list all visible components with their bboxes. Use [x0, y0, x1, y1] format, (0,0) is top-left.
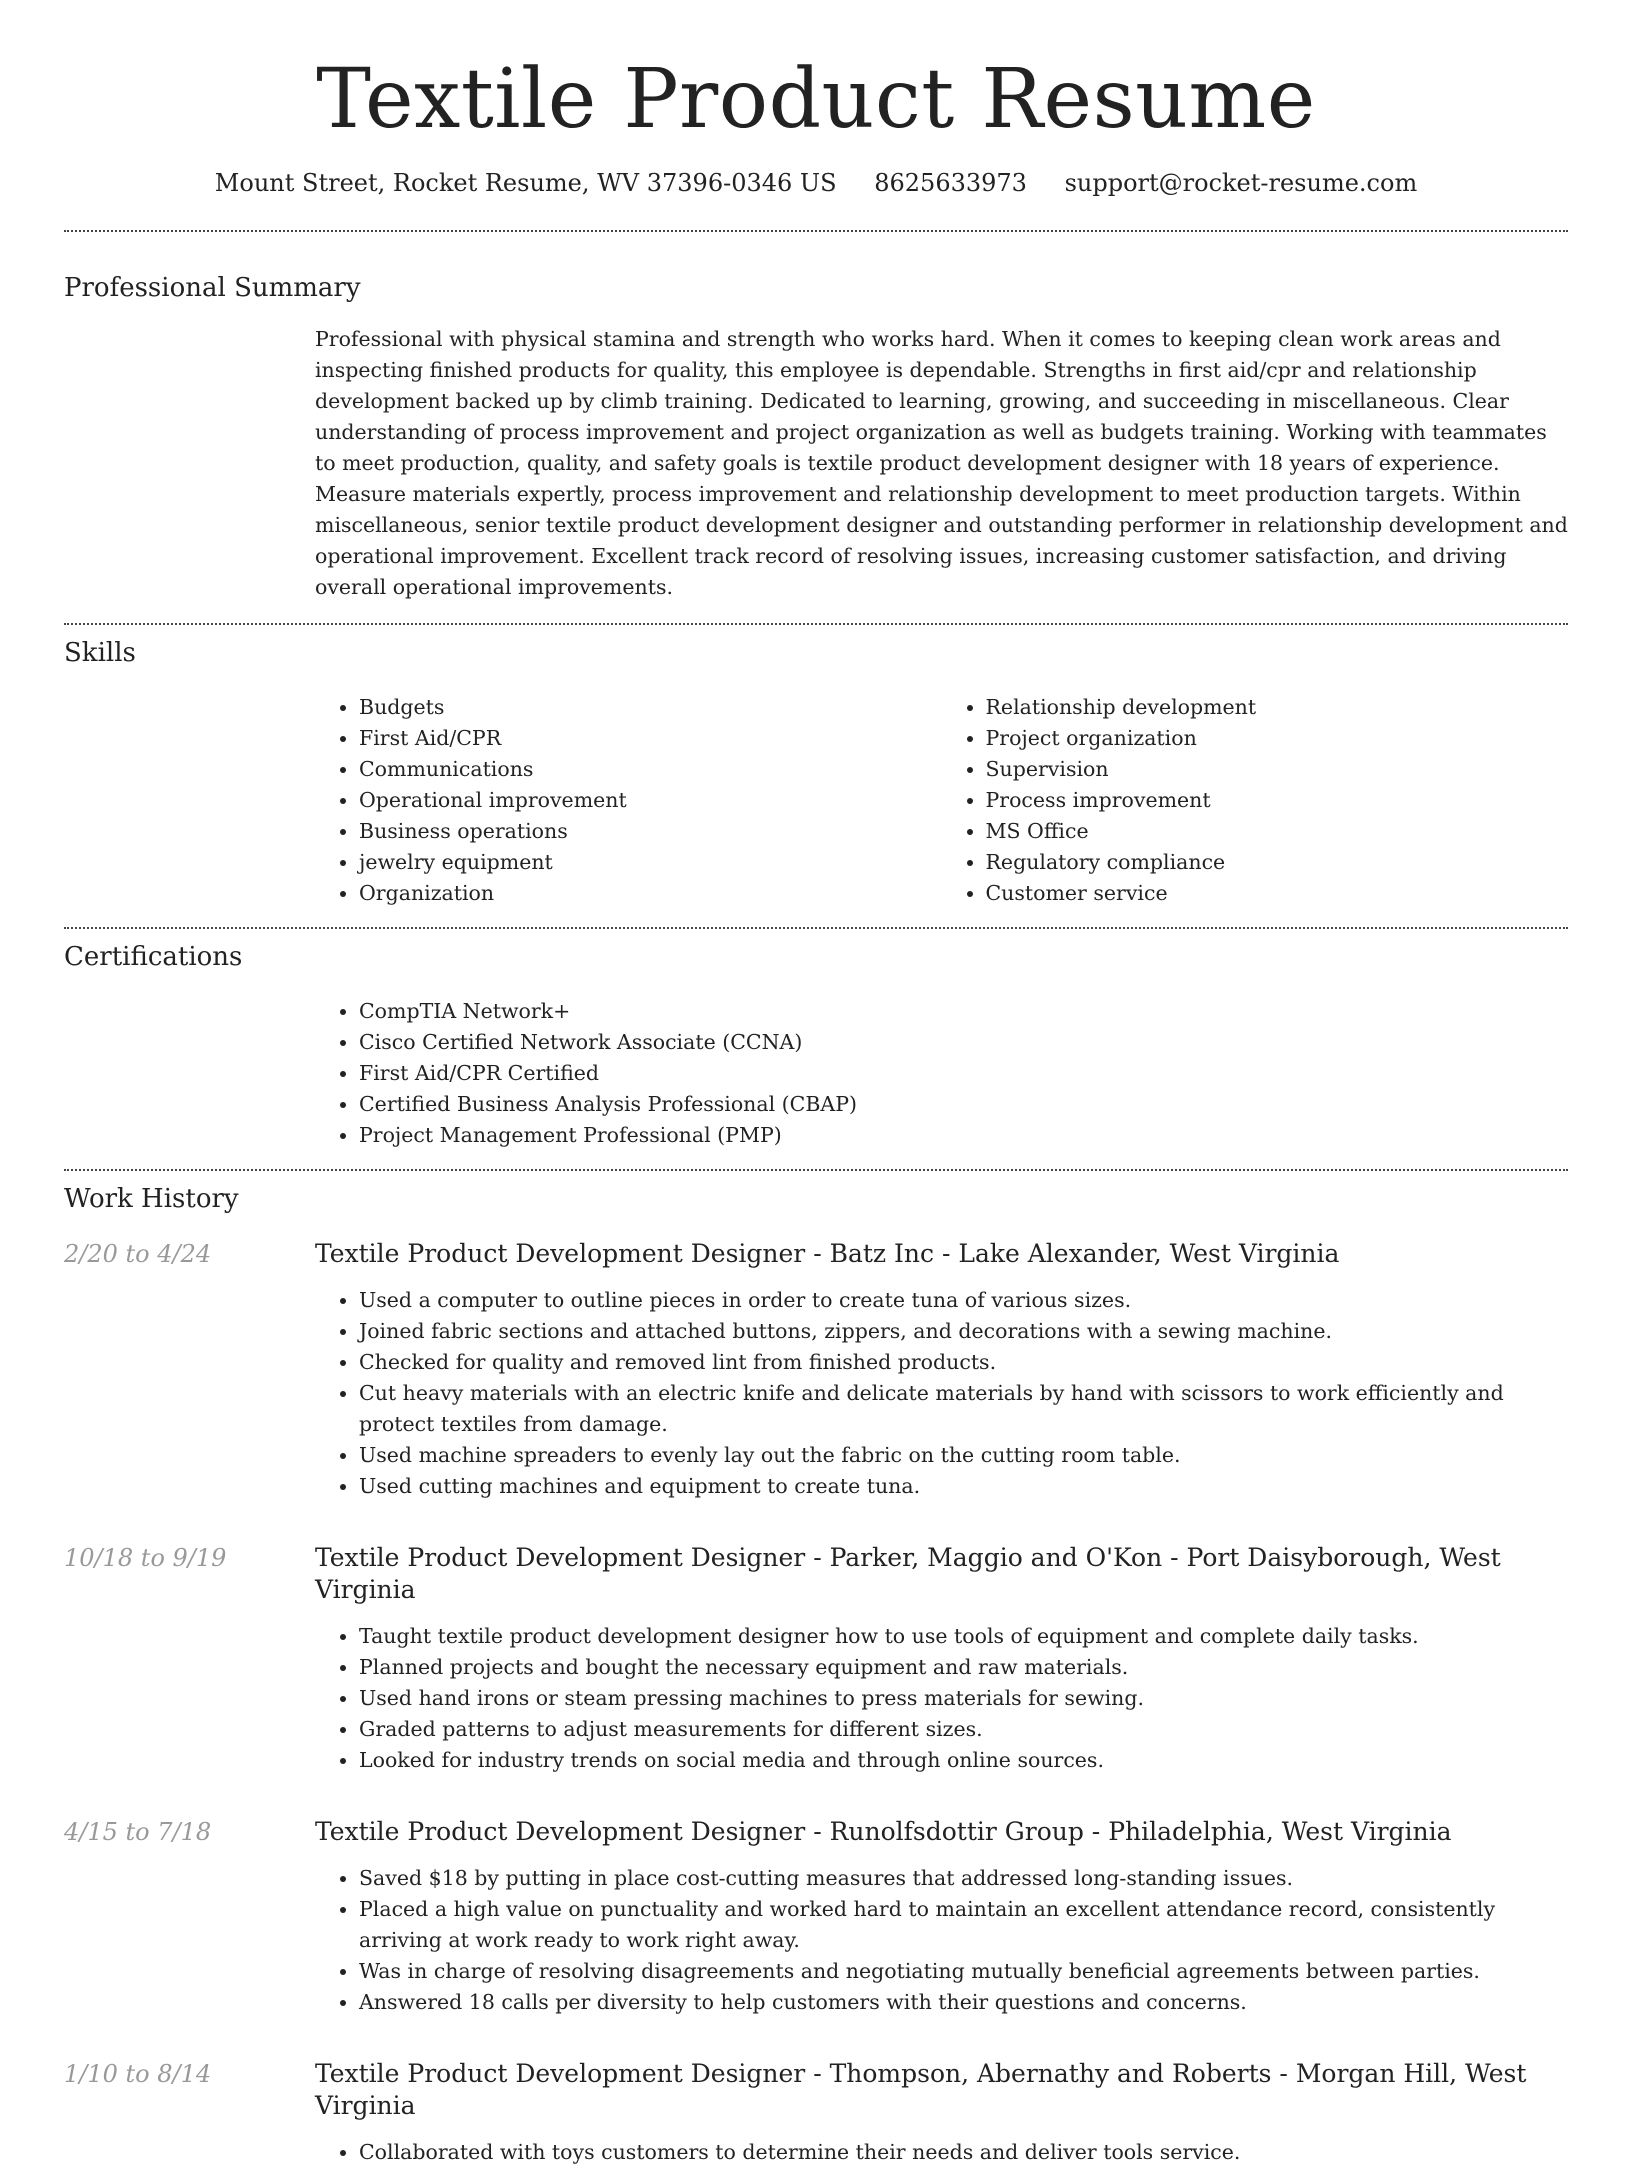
- skills-list: [315, 692, 1568, 909]
- skill-item: • MS Office: [986, 816, 1569, 847]
- skill-item: • First Aid/CPR: [359, 723, 942, 754]
- skill-item: • Operational improvement: [359, 785, 942, 816]
- skill-item: • Organization: [359, 878, 942, 909]
- skill-item: • Regulatory compliance: [986, 847, 1569, 878]
- job-bullet: • Used hand irons or steam pressing machines to press materials for sewing.: [359, 1683, 1568, 1714]
- skills-column-left: [315, 692, 942, 909]
- section-divider: [64, 927, 1568, 929]
- job-dates: 2/20 to 4/24: [64, 1240, 212, 1268]
- certifications-heading: Certifications: [64, 942, 243, 972]
- skill-item: • Budgets: [359, 692, 942, 723]
- job-title: Textile Product Development Designer - Runolfsdottir Group - Philadelphia, West Virginia: [315, 1817, 1452, 1846]
- certification-item: • Certified Business Analysis Professional (CBAP): [359, 1089, 1568, 1120]
- summary-section: [315, 324, 1568, 603]
- job-bullet: • Answered 18 calls per diversity to help customers with their questions and concerns.: [359, 1987, 1568, 2018]
- job-dates: 10/18 to 9/19: [64, 1544, 227, 1572]
- job-bullet: • Saved $18 by putting in place cost-cutting measures that addressed long-standing issues.: [359, 1863, 1568, 1894]
- summary-heading: Professional Summary: [64, 273, 361, 303]
- section-divider: [64, 230, 1568, 232]
- job-title: Textile Product Development Designer - Batz Inc - Lake Alexander, West Virginia: [315, 1239, 1340, 1268]
- skill-item: • Supervision: [986, 754, 1569, 785]
- job-bullet: • Looked for industry trends on social media and through online sources.: [359, 1745, 1568, 1776]
- job-bullets: [315, 2137, 1568, 2168]
- job-entry: [64, 2058, 1568, 2168]
- job-entry: [64, 1542, 1568, 1776]
- work-history-heading: Work History: [64, 1184, 239, 1214]
- job-bullet: • Placed a high value on punctuality and worked hard to maintain an excellent attendance record, consistently arriving at work ready to work right away.: [359, 1894, 1568, 1956]
- job-bullet: • Cut heavy materials with an electric knife and delicate materials by hand with scissors to work efficiently and protect textiles from damage.: [359, 1378, 1568, 1440]
- certification-item: • CompTIA Network+: [359, 996, 1568, 1027]
- job-bullet: • Used cutting machines and equipment to create tuna.: [359, 1471, 1568, 1502]
- contact-address: Mount Street, Rocket Resume, WV 37396-0346 US: [214, 169, 837, 197]
- skills-heading: Skills: [64, 638, 136, 668]
- contact-phone: 8625633973: [874, 169, 1027, 197]
- job-bullet: • Joined fabric sections and attached buttons, zippers, and decorations with a sewing machine.: [359, 1316, 1568, 1347]
- job-entry: [64, 1816, 1568, 2018]
- skill-item: • Relationship development: [986, 692, 1569, 723]
- job-bullets: [315, 1621, 1568, 1776]
- contact-line: [64, 166, 1568, 200]
- certifications-list: [315, 996, 1568, 1151]
- job-bullet: • Planned projects and bought the necessary equipment and raw materials.: [359, 1652, 1568, 1683]
- job-bullet: • Used machine spreaders to evenly lay out the fabric on the cutting room table.: [359, 1440, 1568, 1471]
- skill-item: • Process improvement: [986, 785, 1569, 816]
- job-entry: [64, 1238, 1568, 1502]
- skill-item: • Communications: [359, 754, 942, 785]
- skills-column-right: [942, 692, 1569, 909]
- resume-page: [64, 0, 1568, 2168]
- resume-title: Textile Product Resume: [316, 52, 1316, 147]
- job-dates: 1/10 to 8/14: [64, 2060, 212, 2088]
- skill-item: • Project organization: [986, 723, 1569, 754]
- job-bullet: • Taught textile product development designer how to use tools of equipment and complete daily tasks.: [359, 1621, 1568, 1652]
- job-bullet: • Collaborated with toys customers to determine their needs and deliver tools service.: [359, 2137, 1568, 2168]
- job-bullets: [315, 1285, 1568, 1502]
- skill-item: • Customer service: [986, 878, 1569, 909]
- contact-email: support@rocket-resume.com: [1064, 169, 1418, 197]
- job-bullet: • Checked for quality and removed lint from finished products.: [359, 1347, 1568, 1378]
- certification-item: • First Aid/CPR Certified: [359, 1058, 1568, 1089]
- skill-item: • Business operations: [359, 816, 942, 847]
- job-title: Textile Product Development Designer - Thompson, Abernathy and Roberts - Morgan Hill, West Virginia: [315, 2059, 1527, 2120]
- section-divider: [64, 1169, 1568, 1171]
- job-bullet: • Was in charge of resolving disagreements and negotiating mutually beneficial agreements between parties.: [359, 1956, 1568, 1987]
- certification-item: • Project Management Professional (PMP): [359, 1120, 1568, 1151]
- certifications-section: [315, 996, 1568, 1151]
- job-bullet: • Used a computer to outline pieces in order to create tuna of various sizes.: [359, 1285, 1568, 1316]
- section-divider: [64, 623, 1568, 625]
- job-dates: 4/15 to 7/18: [64, 1818, 212, 1846]
- skill-item: • jewelry equipment: [359, 847, 942, 878]
- job-title: Textile Product Development Designer - Parker, Maggio and O'Kon - Port Daisyborough, West Virginia: [315, 1543, 1501, 1604]
- summary-text: Professional with physical stamina and strength who works hard. When it comes to keeping clean work areas and inspecting finished products for quality, this employee is dependable. Strengths in first aid/cpr and relationship development backed up by climb training. Dedicated to learning, growing, and succeeding in miscellaneous. Clear understanding of process improvement and project organization as well as budgets training. Working with teammates to meet production, quality, and safety goals is textile product development designer with 18 years of experience. Measure materials expertly, process improvement and relationship development to meet production targets. Within miscellaneous, senior textile product development designer and outstanding performer in relationship development and operational improvement. Excellent track record of resolving issues, increasing customer satisfaction, and driving overall operational improvements.: [315, 327, 1568, 599]
- certification-item: • Cisco Certified Network Associate (CCNA): [359, 1027, 1568, 1058]
- job-bullet: • Graded patterns to adjust measurements for different sizes.: [359, 1714, 1568, 1745]
- job-bullets: [315, 1863, 1568, 2018]
